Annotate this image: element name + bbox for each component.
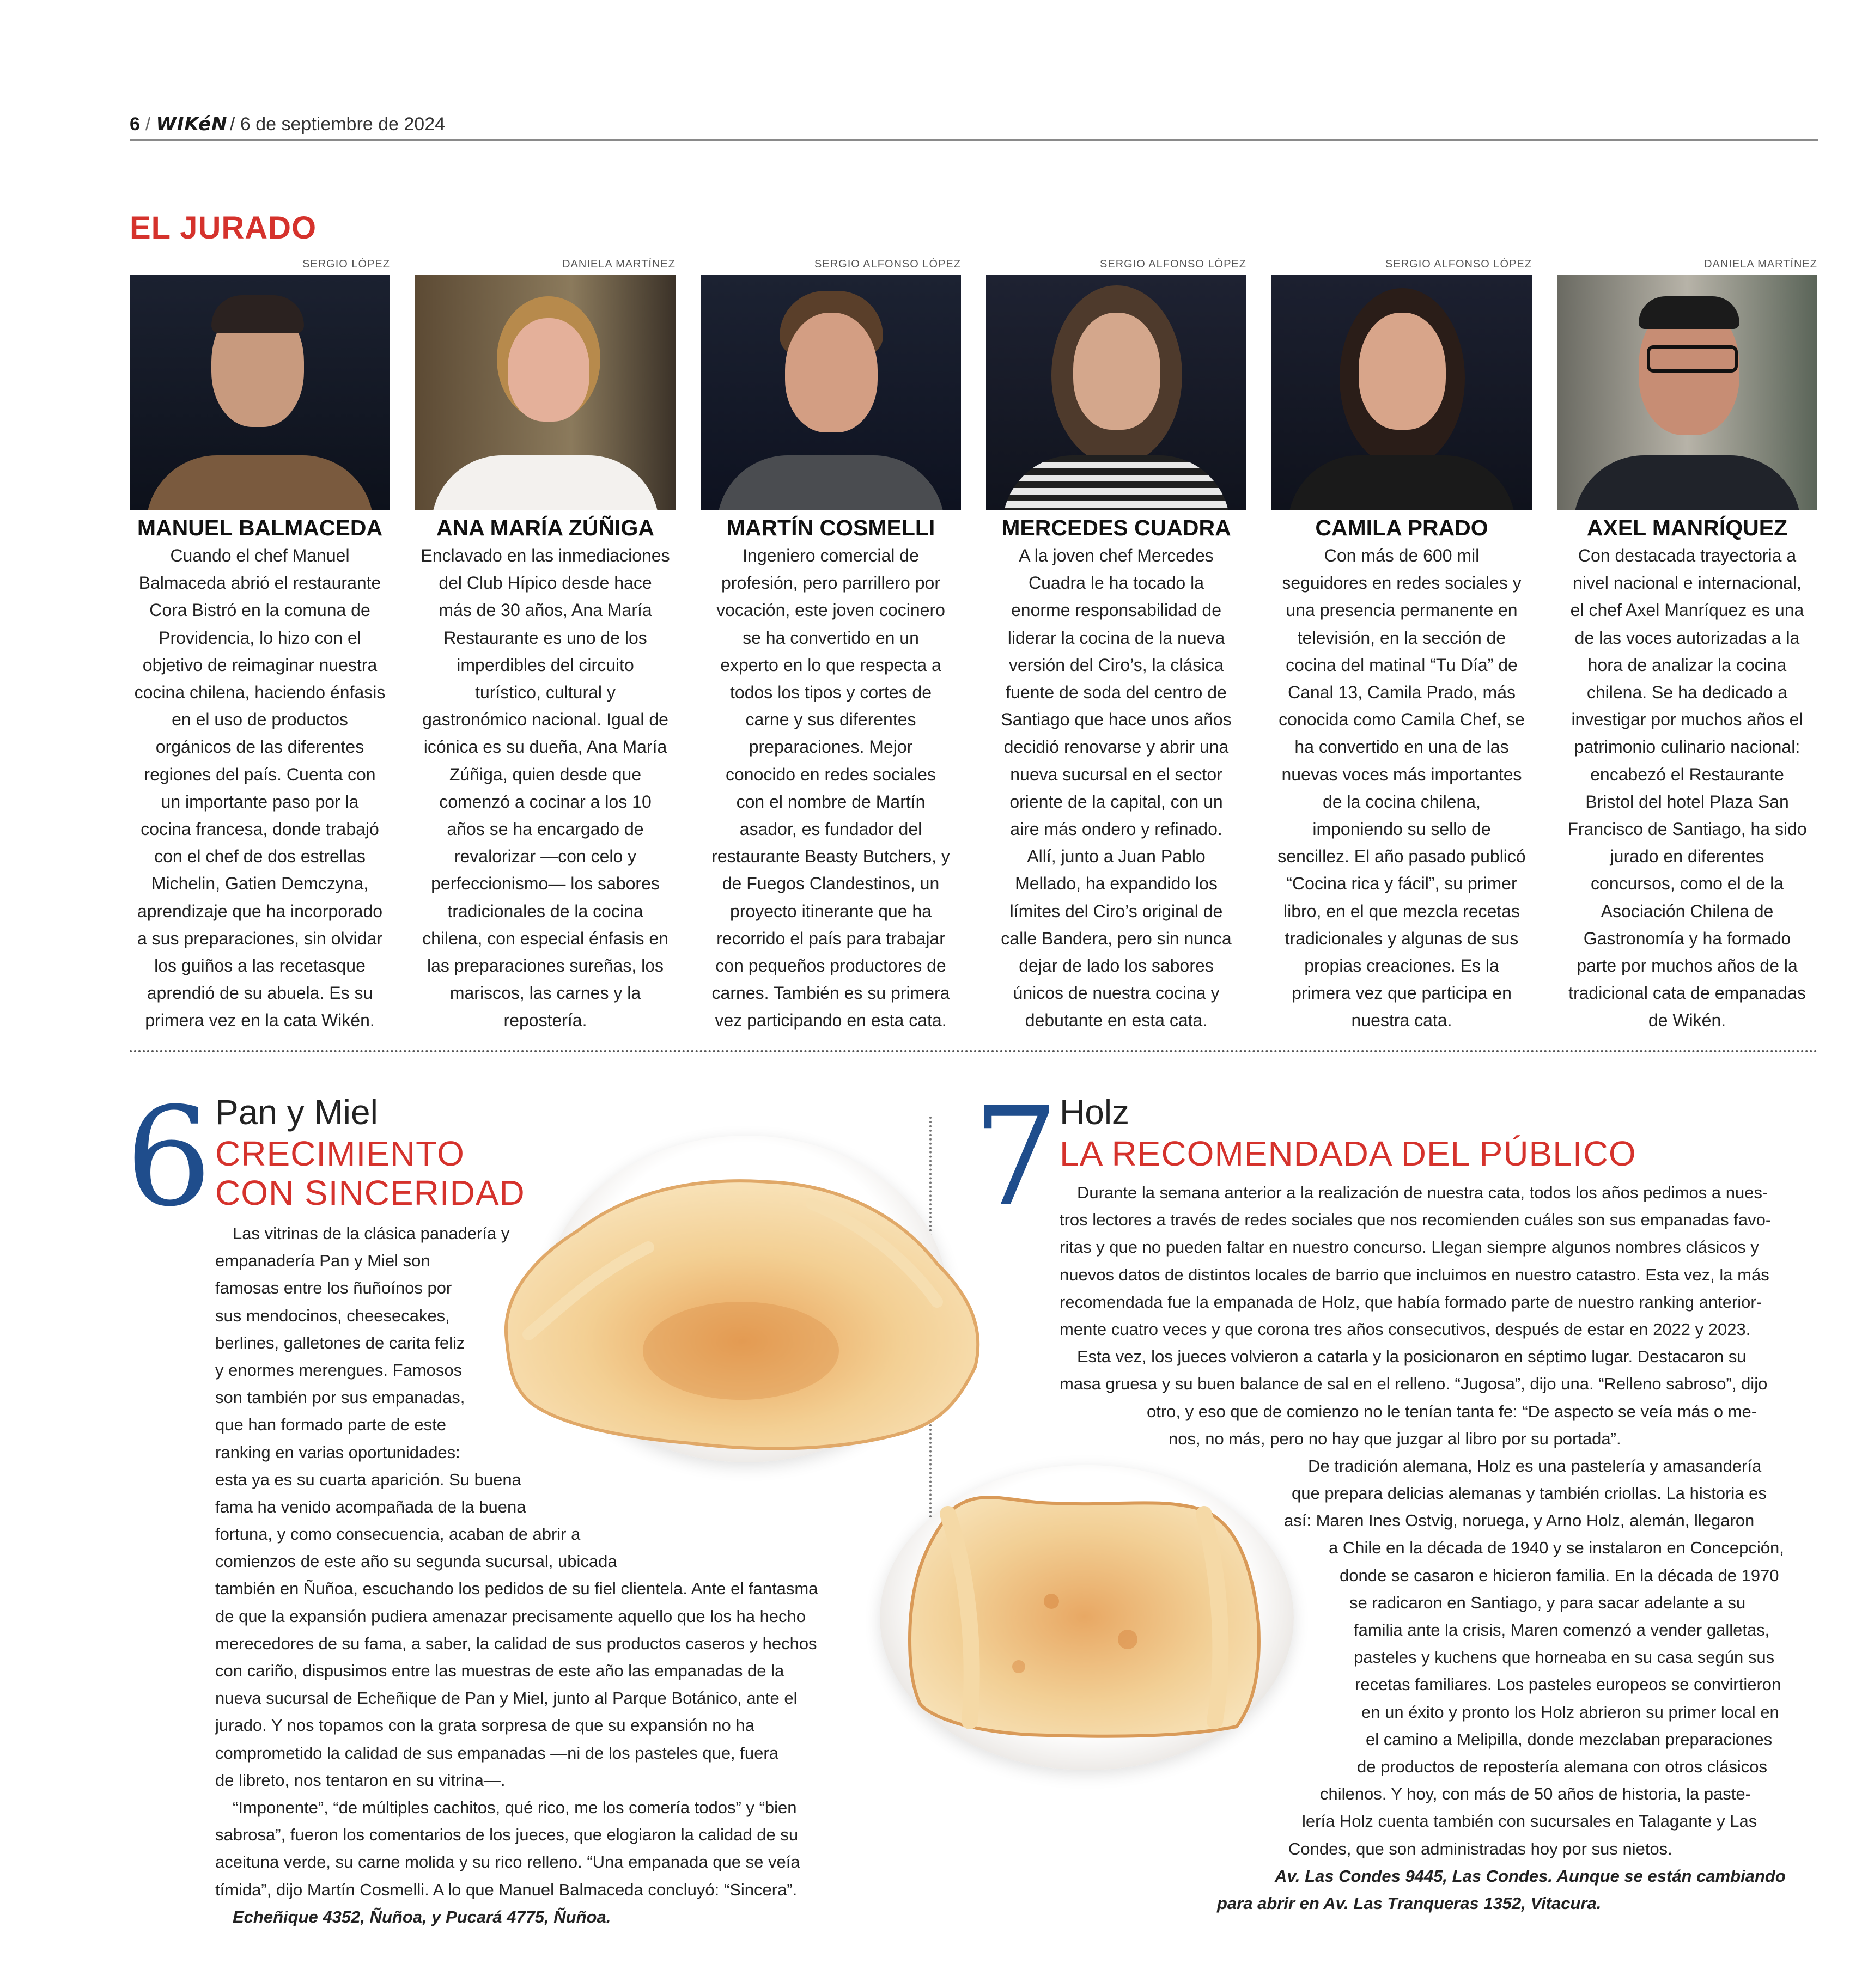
ranking-number: 7 — [972, 1078, 1060, 1236]
jury-bio: Enclavado en las inmediaciones del Club Hípico desde hace más de 30 años, Ana María Restaurante es uno de los imperdibles del circuito turístico, cultural y gastronómico nacional. Igual de icónica es su dueña, Ana María Zúñiga, quien desde que comenzó a cocinar a los 10 años se ha encargado de revalorizar —con celo y perfeccionismo— los sabores tradicionales de la cocina chilena, con especial énfasis en las preparaciones sureñas, los mariscos, las carnes y la repostería. — [421, 546, 670, 1030]
jury-member — [701, 258, 961, 1034]
article-body: Las vitrinas de la clásica panadería y empanadería Pan y Miel son famosas entre los ñuñoínos por sus mendocinos, cheesecakes, berlines, galletones de carita feliz y enormes merengues. Famosos son también por sus empanadas, que han formado parte de este ranking en varias oportunidades: esta ya es su cuarta aparición. Su buena fama ha venido acompañada de la buena fortuna, y como consecuencia, acaban de abrir a comienzos de este año su segunda sucursal, ubicada también en Ñuñoa, escuchando los pedidos de su fiel clientela. Ante el fantasma de que la expansión pudiera amenazar precisamente aquello que los ha hecho merecedores de su fama, a saber, la calidad de sus productos caseros y hechos con cariño, dispusimos entre las muestras de este año las empanadas de la nueva sucursal de Echeñique de Pan y Miel, junto al Parque Botánico, ante el jurado. Y nos topamos con la grata sorpresa de que su expansión no ha comprometido la calidad de sus empanadas —ni de los pasteles que, fuera de libreto, nos tentaron en su vitrina—. “Imponente”, “de múltiples cachitos, qué rico, me los comería todos” y “bien sabrosa”, fueron los comentarios de los jueces, que elogiaron la calidad de su aceituna verde, su carne molida y su rico relleno. “Una empanada que se veía tímida”, dijo Martín Cosmelli. A lo que Manuel Balmaceda concluyó: “Sincera”. Echeñique 4352, Ñuñoa, y Pucará 4775, Ñuñoa. — [215, 1220, 818, 1931]
photo-credit: SERGIO ALFONSO LÓPEZ — [814, 258, 961, 270]
photo-credit: DANIELA MARTÍNEZ — [562, 258, 676, 270]
section-title: EL JURADO — [130, 210, 317, 246]
jury-photo — [986, 275, 1246, 510]
photo-credit: SERGIO ALFONSO LÓPEZ — [1100, 258, 1246, 270]
jury-bio: Cuando el chef Manuel Balmaceda abrió el restaurante Cora Bistró en la comuna de Providencia, lo hizo con el objetivo de reimaginar nuestra cocina chilena, haciendo énfasis en el uso de productos orgánicos de las diferentes regiones del país. Cuenta con un importante paso por la cocina francesa, donde trabajó con el chef de dos estrellas Michelin, Gatien Demczyna, aprendizaje que ha incorporado a sus preparaciones, sin olvidar los guiños a las recetasque aprendió de su abuela. Es su primera vez en la cata Wikén. — [134, 546, 386, 1030]
section-divider — [130, 1050, 1818, 1052]
jury-member — [1557, 258, 1817, 1034]
jury-bio: Con destacada trayectoria a nivel nacional e internacional, el chef Axel Manríquez es una de las voces autorizadas a la hora de analizar la cocina chilena. Se ha dedicado a investigar por muchos años el patrimonio culinario nacional: encabezó el Restaurante Bristol del hotel Plaza San Francisco de Santiago, ha sido jurado en diferentes concursos, como el de la Asociación Chilena de Gastronomía y ha formado parte por muchos años de la tradicional cata de empanadas de Wikén. — [1567, 546, 1807, 1030]
jury-name: MARTÍN COSMELLI — [726, 515, 935, 540]
article-name: Pan y Miel — [215, 1093, 378, 1132]
photo-credit: SERGIO ALFONSO LÓPEZ — [1385, 258, 1532, 270]
jury-name: ANA MARÍA ZÚÑIGA — [436, 515, 655, 540]
photo-credit: DANIELA MARTÍNEZ — [1704, 258, 1817, 270]
jury-name: MANUEL BALMACEDA — [137, 515, 383, 540]
jury-photo — [130, 275, 390, 510]
ranking-number: 6 — [125, 1078, 212, 1236]
article-body: Durante la semana anterior a la realización de nuestra cata, todos los años pedimos a nues- tros lectores a través de redes sociales que nos recomienden cuáles son sus empanadas favo- ritas y que no pueden faltar en nuestro concurso. Llegan siempre algunos nombres clásicos y nuevos datos de distintos locales de barrio que incluimos en nuestro catastro. Esta vez, la más recomendada fue la empanada de Holz, que había formado parte de nuestro ranking anterior- mente cuatro veces y que corona tres años consecutivos, después de estar en 2022 y 2023. Esta vez, los jueces volvieron a catarla y la posicionaron en séptimo lugar. Destacaron su masa gruesa y su buen balance de sal en el relleno. “Jugosa”, dijo una. “Relleno sabroso”, dijo otro, y eso que de comienzo no le tenían tanta fe: “De aspecto se veía más o me- nos, no más, pero no hay que juzgar al libro por su portada”. De tradición alemana, Holz es una pastelería y amasandería que prepara delicias alemanas y también criollas. La historia es así: Maren Ines Ostvig, noruega, y Arno Holz, alemán, llegaron a Chile en la década de 1940 y se instalaron en Concepción, donde se casaron e hicieron familia. En la década de 1970 se radicaron en Santiago, y para sacar adelante a su familia ante la crisis, Maren comenzó a vender galletas, pasteles y kuchens que horneaba en su casa según sus recetas familiares. Los pasteles europeos se convirtieron en un éxito y pronto los Holz abrieron su primer local en el camino a Melipilla, donde mezclaban preparaciones de productos de repostería alemana con otros clásicos chilenos. Y hoy, con más de 50 años de historia, la paste- lería Holz cuenta también con sucursales en Talagante y Las Condes, que son administradas hoy por sus nietos. — [1060, 1183, 1784, 1858]
article-address: Av. Las Condes 9445, Las Condes. Aunque se están cambiando para abrir en Av. Las Tranqueras 1352, Vitacura. — [1217, 1867, 1786, 1913]
article-subtitle: CRECIMIENTO CON SINCERIDAD — [215, 1134, 525, 1212]
brand-logo: WIKéN — [156, 113, 228, 135]
jury-photo — [1557, 275, 1817, 510]
jury-member — [986, 258, 1246, 1034]
jury-bio: Con más de 600 mil seguidores en redes sociales y una presencia permanente en televisión, en la sección de cocina del matinal “Tu Día” de Canal 13, Camila Prado, más conocida como Camila Chef, se ha convertido en una de las nuevas voces más importantes de la cocina chilena, imponiendo su sello de sencillez. El año pasado publicó “Cocina rica y fácil”, su primer libro, en el que mezcla recetas tradicionales y algunas de sus propias creaciones. Es la primera vez que participa en nuestra cata. — [1277, 546, 1526, 1030]
jury-member — [415, 258, 676, 1034]
article-address: Echeñique 4352, Ñuñoa, y Pucará 4775, Ñuñoa. — [233, 1907, 611, 1926]
article-subtitle: LA RECOMENDADA DEL PÚBLICO — [1060, 1134, 1636, 1173]
jury-name: CAMILA PRADO — [1315, 515, 1488, 540]
page-number: 6 — [130, 114, 140, 135]
page-header — [130, 109, 1818, 141]
jury-bio: A la joven chef Mercedes Cuadra le ha tocado la enorme responsabilidad de liderar la cocina de la nueva versión del Ciro’s, la clásica fuente de soda del centro de Santiago que hace unos años decidió renovarse y abrir una nueva sucursal en el sector oriente de la capital, con un aire más ondero y refinado. Allí, junto a Juan Pablo Mellado, ha expandido los límites del Ciro’s original de calle Bandera, pero sin nunca dejar de lado los sabores únicos de nuestra cocina y debutante en esta cata. — [1001, 546, 1232, 1030]
photo-credit: SERGIO LÓPEZ — [302, 258, 390, 270]
jury-name: MERCEDES CUADRA — [1001, 515, 1231, 540]
article-name: Holz — [1060, 1093, 1130, 1132]
jury-bio: Ingeniero comercial de profesión, pero parrillero por vocación, este joven cocinero se ha convertido en un experto en lo que respecta a todos los tipos y cortes de carne y sus diferentes preparaciones. Mejor conocido en redes sociales con el nombre de Martín asador, es fundador del restaurante Beasty Butchers, y de Fuegos Clandestinos, un proyecto itinerante que ha recorrido el país para trabajar con pequeños productores de carnes. También es su primera vez participando en esta cata. — [711, 546, 950, 1030]
jury-member — [130, 258, 390, 1034]
jury-photo — [1271, 275, 1532, 510]
jury-name: AXEL MANRÍQUEZ — [1586, 515, 1788, 540]
jury-photo — [415, 275, 676, 510]
header-separator: / — [145, 114, 151, 135]
jury-member — [1271, 258, 1532, 1034]
jury-photo — [701, 275, 961, 510]
publication-date: / 6 de septiembre de 2024 — [229, 114, 446, 135]
